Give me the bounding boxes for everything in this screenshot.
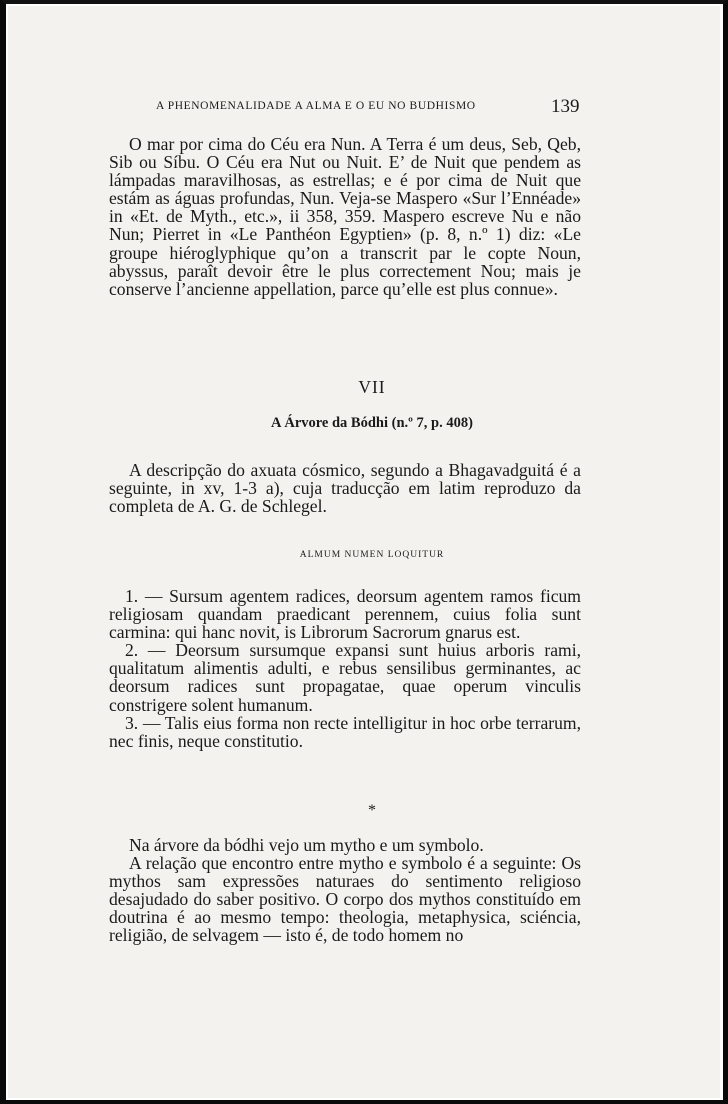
paragraph-line-2: A relação que encontro entre mytho e symbolo é a seguinte: Os mythos sam expressões naturaes do sentimento religioso desajudado do saber positivo. O corpo dos mythos constituído em doutrina é ao mesmo tempo: theologia, metaphysica, sciéncia, religião, de selvagem — isto é, de todo homem no bbox=[109, 853, 581, 946]
paragraph-line-1: Na árvore da bódhi vejo um mytho e um symbolo. bbox=[129, 835, 484, 855]
section-number: VII bbox=[358, 377, 386, 397]
paragraph-bhagavadgita-intro bbox=[109, 461, 581, 515]
quote-heading: ALMUM NUMEN LOQUITUR bbox=[299, 550, 445, 560]
verse-2: 2. — Deorsum sursumque expansi sunt huius arboris rami, qualitatum alimentis adulti, e rebus sensilibus germinantes, ac deorsum radices sunt propagatae, quae operum vinculis constrigere solent humanum. bbox=[109, 640, 581, 715]
latin-verses bbox=[109, 587, 581, 750]
page-number: 139 bbox=[551, 96, 580, 117]
verse-3: 3. — Talis eius forma non recte intelligitur in hoc orbe terrarum, nec finis, neque constitutio. bbox=[109, 712, 581, 751]
section-separator: * bbox=[368, 802, 376, 819]
verse-1: 1. — Sursum agentem radices, deorsum agentem ramos ficum religiosam quandam praedicant perennem, cuius folia sunt carmina: qui hanc novit, is Librorum Sacrorum gnarus est. bbox=[109, 586, 581, 643]
paragraph-egyptian-cosmology bbox=[109, 135, 581, 298]
paragraph-text: O mar por cima do Céu era Nun. A Terra é um deus, Seb, Qeb, Sib ou Síbu. O Céu era Nut ou Nuit. E’ de Nuit que pendem as lámpadas maravilhosas, as estrellas; e é por cima de Nuit que estám as águas profundas, Nun. Veja-se Maspero «Sur l’Ennéade» in «Et. de Myth., etc.», ii 358, 359. Maspero escreve Nu e não Nun; Pierret in «Le Panthéon Egyptien» (p. 8, n.º 1) diz: «Le groupe hiéroglyphique qu’on a transcrit par le copte Noun, abyssus, paraît devoir être le plus correctement Nou; mais je conserve l’ancienne appellation, parce qu’elle est plus connue». bbox=[109, 134, 581, 299]
paragraph-text: A descripção do axuata cósmico, segundo a Bhagavadguitá é a seguinte, in xv, 1-3 a), cuja traducção em latim reproduzo da completa de A. G. de Schlegel. bbox=[109, 460, 581, 517]
paragraph-myth-symbol bbox=[109, 836, 581, 945]
section-title: A Árvore da Bódhi (n.º 7, p. 408) bbox=[271, 415, 473, 431]
running-title: A PHENOMENALIDADE A ALMA E O EU NO BUDHISMO bbox=[156, 100, 476, 112]
running-header bbox=[156, 100, 596, 112]
book-page bbox=[8, 6, 720, 1098]
